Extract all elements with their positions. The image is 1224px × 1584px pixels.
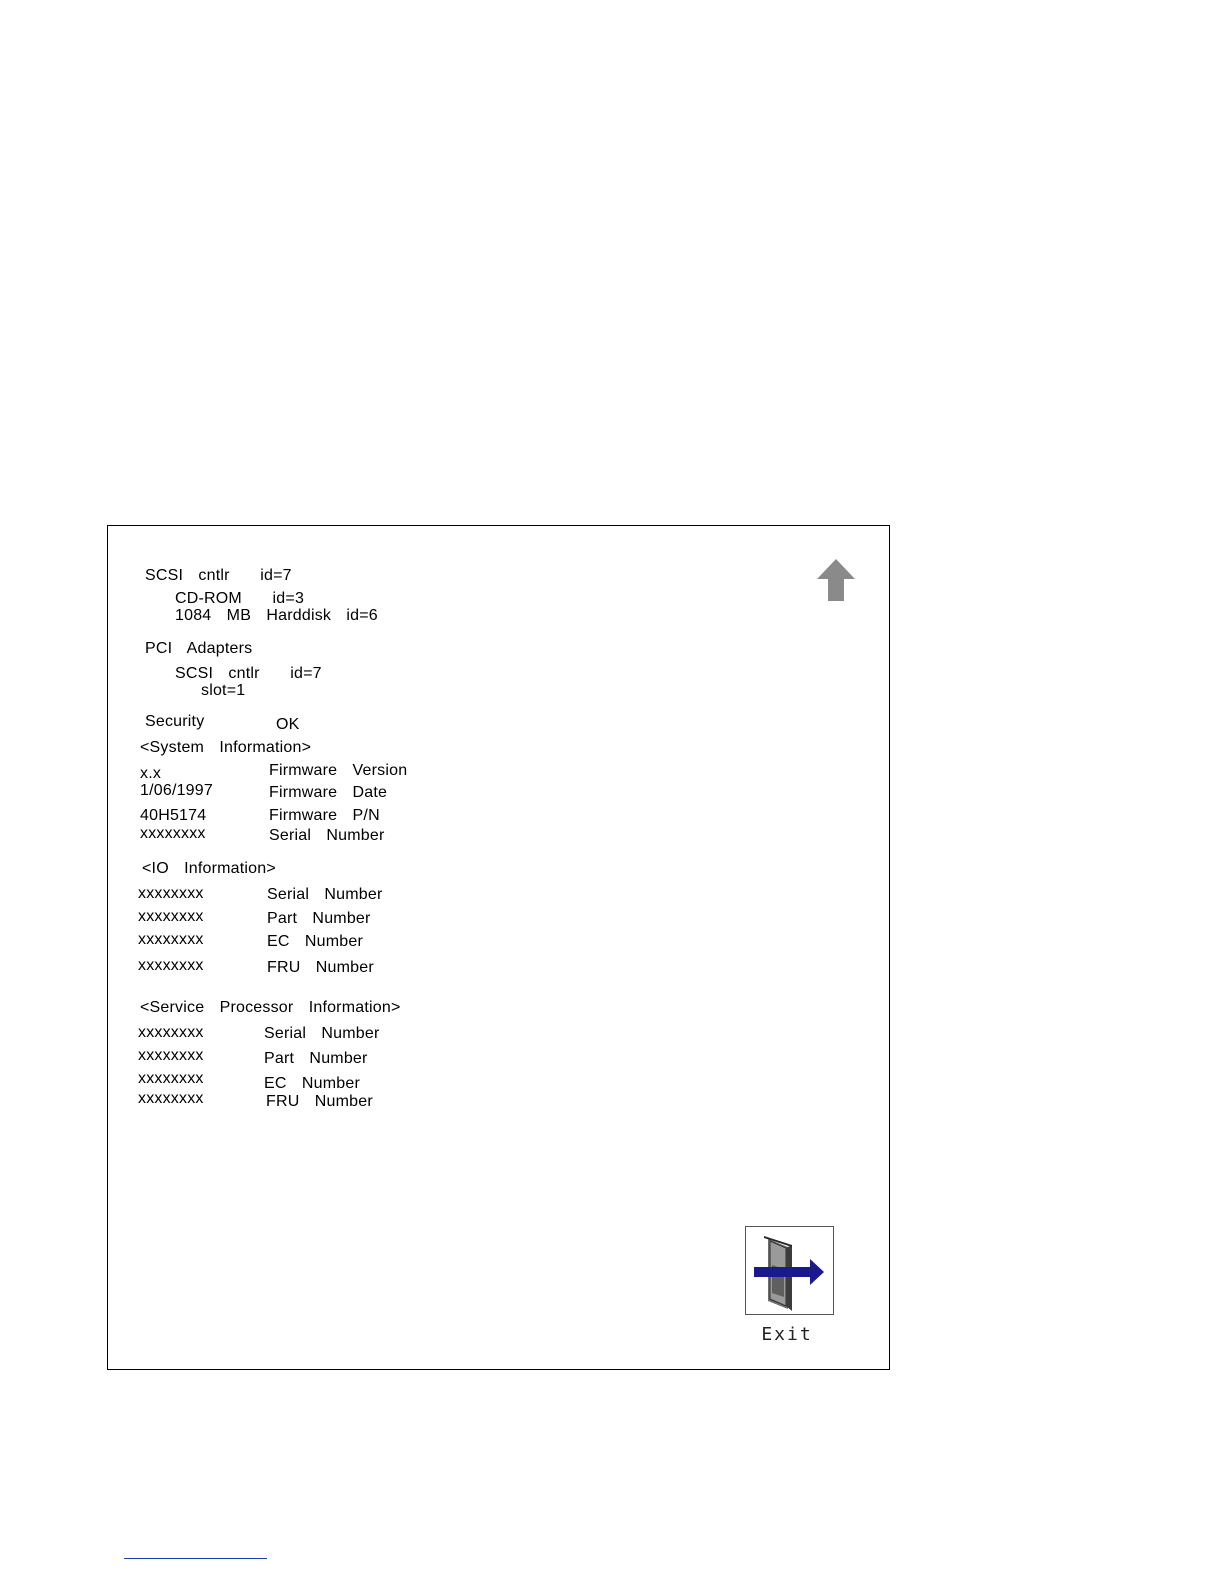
- sp-info-value: xxxxxxxx: [138, 1090, 204, 1107]
- harddisk-device: 1084 MB Harddisk id=6: [175, 607, 378, 624]
- sp-info-label: Serial Number: [264, 1025, 380, 1042]
- system-info-label: Firmware Date: [269, 784, 388, 801]
- cdrom-device: CD-ROM id=3: [175, 590, 305, 607]
- system-info-value: x.x: [140, 765, 162, 782]
- exit-label: Exit: [761, 1324, 813, 1345]
- sp-info-label: Part Number: [264, 1050, 368, 1067]
- system-info-label: Firmware P/N: [269, 807, 380, 824]
- io-info-value: xxxxxxxx: [138, 931, 204, 948]
- system-info-value: 1/06/1997: [140, 782, 213, 799]
- pci-adapters-heading: PCI Adapters: [145, 640, 253, 657]
- sp-info-label: FRU Number: [266, 1093, 373, 1110]
- exit-button[interactable]: [745, 1226, 834, 1315]
- sp-info-value: xxxxxxxx: [138, 1047, 204, 1064]
- system-info-heading: <System Information>: [140, 739, 312, 756]
- io-info-label: FRU Number: [267, 959, 374, 976]
- system-info-value: xxxxxxxx: [140, 825, 206, 842]
- io-info-label: Serial Number: [267, 886, 383, 903]
- sp-info-heading: <Service Processor Information>: [140, 999, 401, 1016]
- sp-info-value: xxxxxxxx: [138, 1070, 204, 1087]
- system-info-label: Serial Number: [269, 827, 385, 844]
- pci-slot: slot=1: [201, 682, 246, 699]
- system-info-value: 40H5174: [140, 807, 207, 824]
- io-info-heading: <IO Information>: [142, 860, 276, 877]
- io-info-label: Part Number: [267, 910, 371, 927]
- security-value: OK: [276, 716, 300, 733]
- footer-link-underline[interactable]: [124, 1558, 267, 1559]
- security-label: Security: [145, 713, 205, 730]
- io-info-value: xxxxxxxx: [138, 957, 204, 974]
- io-info-label: EC Number: [267, 933, 364, 950]
- io-info-value: xxxxxxxx: [138, 885, 204, 902]
- exit-door-icon: [746, 1227, 833, 1314]
- up-arrow-icon[interactable]: [816, 558, 856, 602]
- sp-info-label: EC Number: [264, 1075, 361, 1092]
- pci-scsi-controller: SCSI cntlr id=7: [175, 665, 322, 682]
- system-info-label: Firmware Version: [269, 762, 408, 779]
- config-screen: [107, 525, 890, 1370]
- scsi-controller-label: SCSI cntlr id=7: [145, 567, 292, 584]
- sp-info-value: xxxxxxxx: [138, 1024, 204, 1041]
- io-info-value: xxxxxxxx: [138, 908, 204, 925]
